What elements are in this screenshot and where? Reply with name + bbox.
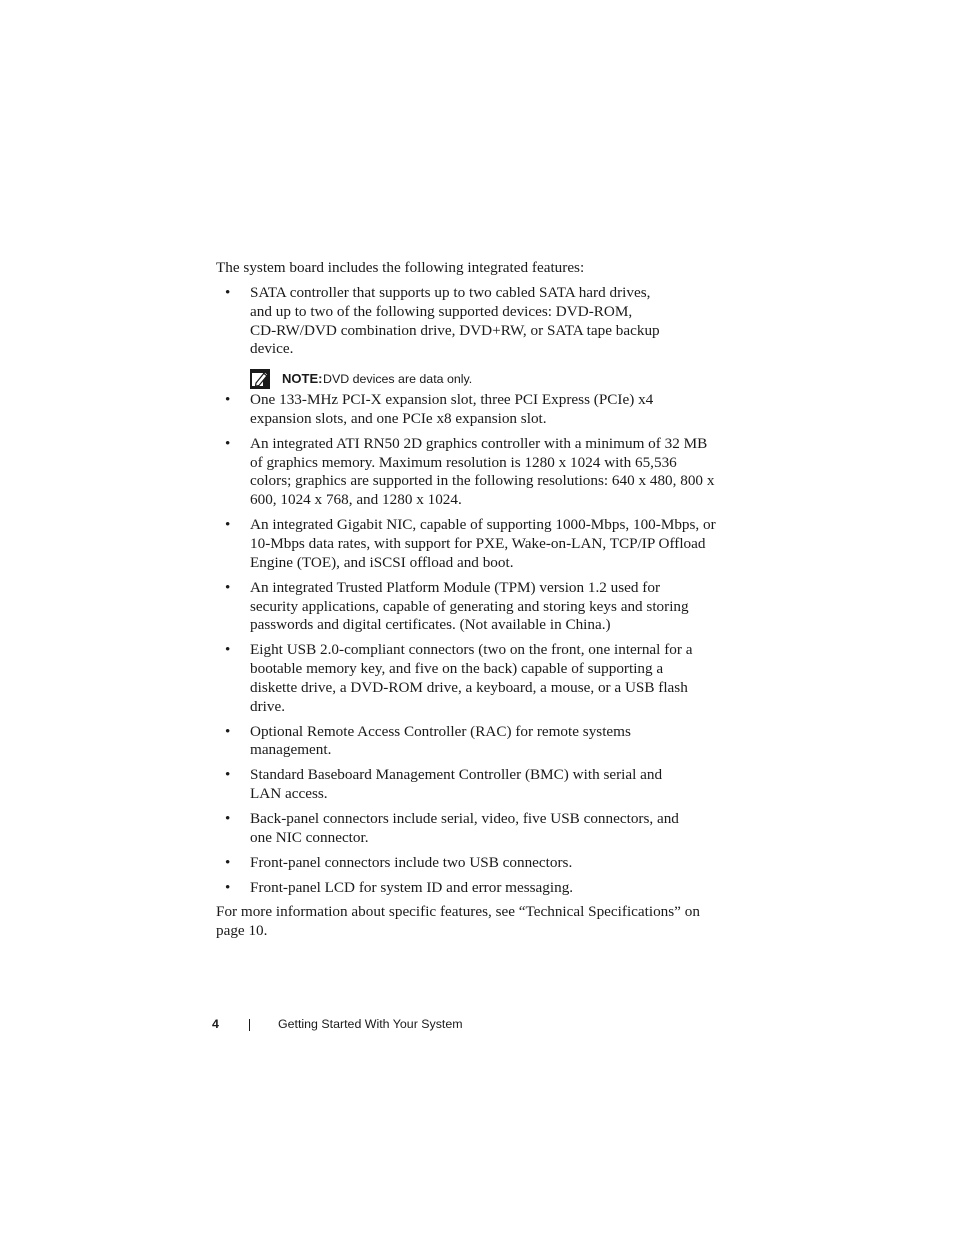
list-item (216, 435, 716, 510)
list-item-text: Optional Remote Access Controller (RAC) for remote systems management. (250, 722, 631, 759)
note-label: NOTE: (282, 371, 323, 386)
bullet: • (225, 578, 231, 596)
list-item-text: Back-panel connectors include serial, video, five USB connectors, and one NIC connector. (250, 810, 679, 847)
intro-paragraph: The system board includes the following integrated features: (216, 259, 585, 276)
page-footer (212, 1014, 612, 1034)
bullet: • (225, 766, 231, 784)
bullet: • (225, 516, 231, 534)
list-item-text: An integrated Trusted Platform Module (TPM) version 1.2 used for security applications, capable of generating and storing keys and storing passwords and digital certificates. (Not available in China.) (250, 578, 689, 634)
list-item (216, 879, 716, 898)
list-item (216, 723, 670, 761)
bullet: • (225, 641, 231, 659)
feature-list-continued (216, 391, 716, 904)
bullet: • (225, 879, 231, 897)
list-item-text: One 133-MHz PCI-X expansion slot, three PCI Express (PCIe) x4 expansion slots, and one PCIe x8 expansion slot. (250, 391, 654, 427)
bullet: • (225, 391, 231, 408)
list-item-text: Standard Baseboard Management Controller (BMC) with serial and LAN access. (250, 766, 663, 803)
note-text: DVD devices are data only. (323, 372, 473, 386)
bullet: • (225, 810, 231, 828)
list-item-text: Front-panel LCD for system ID and error messaging. (250, 879, 574, 897)
list-item-text: Front-panel connectors include two USB connectors. (250, 854, 573, 872)
closing-paragraph: For more information about specific features, see “Technical Specifications” on page 10. (216, 903, 700, 939)
list-item (216, 810, 696, 848)
list-item (216, 516, 716, 572)
list-item-text: SATA controller that supports up to two cabled SATA hard drives, and up to two of the following supported devices: DVD-ROM, CD-RW/DVD combination drive, DVD+RW, or SATA tape backup device. (250, 284, 660, 358)
page-number: 4 (212, 1017, 219, 1031)
note-pencil-icon (250, 369, 270, 389)
bullet: • (225, 722, 231, 740)
list-item-text: An integrated Gigabit NIC, capable of supporting 1000-Mbps, 100-Mbps, or 10-Mbps data rates, with support for PXE, Wake-on-LAN, TCP/IP Offload Engine (TOE), and iSCSI offload and boot. (250, 516, 716, 571)
list-item (216, 766, 670, 804)
list-item (216, 391, 670, 429)
list-item-text: An integrated ATI RN50 2D graphics controller with a minimum of 32 MB of graphics memory. Maximum resolution is 1280 x 1024 with 65,536 colors; graphics are supported in the following resolutions: 640 x 480, 800 x 600, 1024 x 768, and 1280 x 1024. (250, 434, 715, 509)
list-item (216, 641, 710, 716)
list-item (216, 284, 662, 359)
footer-divider (249, 1019, 250, 1031)
bullet: • (225, 284, 231, 301)
list-item (216, 854, 716, 873)
bullet: • (225, 854, 231, 872)
list-item (216, 579, 706, 635)
feature-list (216, 284, 716, 365)
bullet: • (225, 434, 231, 452)
list-item-text: Eight USB 2.0-compliant connectors (two on the front, one internal for a bootable memory key, and five on the back) capable of supporting a diskette drive, a DVD-ROM drive, a keyboard, a mouse, or a USB flash drive. (250, 641, 693, 715)
footer-title: Getting Started With Your System (278, 1017, 463, 1031)
